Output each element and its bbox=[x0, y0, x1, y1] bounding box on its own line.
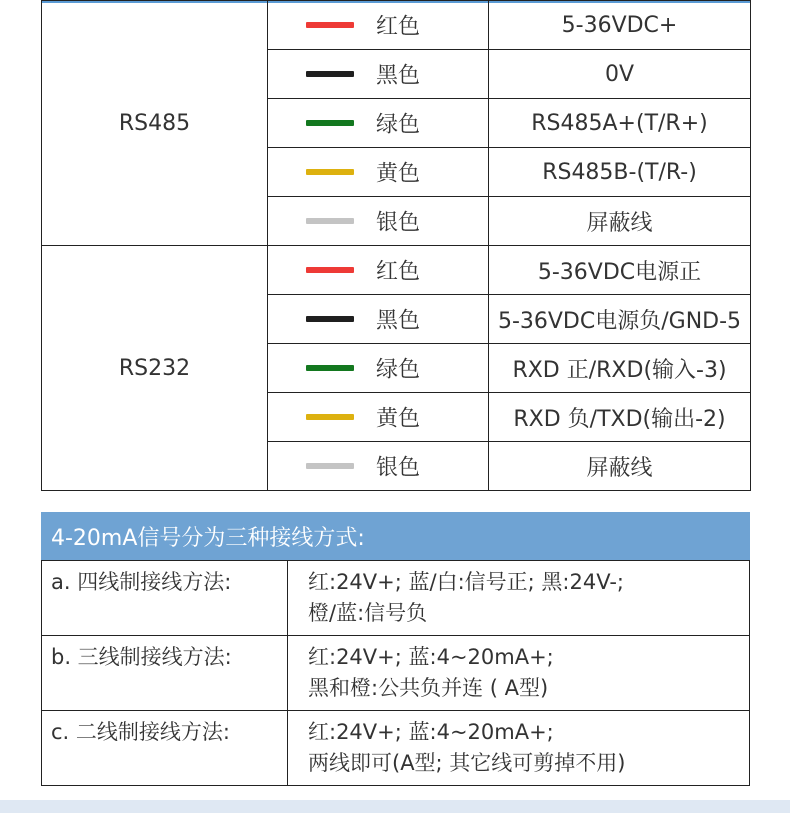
wire-signal-cell bbox=[489, 1, 751, 50]
wire-signal-cell bbox=[489, 442, 751, 491]
wire-color-cell bbox=[268, 246, 489, 295]
method-row bbox=[42, 561, 750, 636]
wire-signal-cell bbox=[489, 295, 751, 344]
wire-swatch bbox=[306, 267, 354, 273]
method-description bbox=[288, 636, 750, 711]
method-line: 两线即可(A型; 其它线可剪掉不用) bbox=[308, 751, 626, 775]
wiring-row bbox=[42, 246, 751, 295]
wire-signal-cell bbox=[489, 99, 751, 148]
wiring-table bbox=[41, 0, 751, 491]
wire-swatch bbox=[306, 218, 354, 224]
wire-color-label: 黑色 bbox=[376, 63, 421, 89]
wire-signal-cell bbox=[489, 393, 751, 442]
wire-color-cell bbox=[268, 99, 489, 148]
wire-color-label: 银色 bbox=[376, 455, 421, 481]
wire-swatch bbox=[306, 316, 354, 322]
wire-color-cell bbox=[268, 393, 489, 442]
wire-color-label: 红色 bbox=[376, 14, 421, 40]
wire-signal-cell bbox=[489, 148, 751, 197]
interface-name: RS485 bbox=[42, 1, 268, 246]
wire-signal: 屏蔽线 bbox=[586, 455, 653, 481]
wire-color-label: 绿色 bbox=[376, 357, 421, 383]
section-title-text: 4-20mA信号分为三种接线方式: bbox=[51, 525, 365, 551]
method-line: 红:24V+; 蓝:4~20mA+; bbox=[308, 720, 554, 744]
wire-color-cell bbox=[268, 50, 489, 99]
wire-color-label: 绿色 bbox=[376, 112, 421, 138]
wire-swatch bbox=[306, 414, 354, 420]
wire-color-label: 黄色 bbox=[376, 161, 421, 187]
wire-color-cell bbox=[268, 148, 489, 197]
method-line: 红:24V+; 蓝/白:信号正; 黑:24V-; bbox=[308, 570, 624, 594]
wire-signal: RS485A+(T/R+) bbox=[531, 110, 708, 136]
wire-swatch bbox=[306, 120, 354, 126]
wire-signal-cell bbox=[489, 246, 751, 295]
wire-signal: 5-36VDC电源正 bbox=[537, 259, 702, 285]
method-line: 橙/蓝:信号负 bbox=[308, 601, 428, 625]
wire-color-cell bbox=[268, 197, 489, 246]
wiring-row bbox=[42, 1, 751, 50]
wire-color-label: 黑色 bbox=[376, 308, 421, 334]
wire-swatch bbox=[306, 71, 354, 77]
wire-signal: RS485B-(T/R-) bbox=[542, 159, 697, 185]
method-name: c. 二线制接线方法: bbox=[42, 711, 288, 786]
method-name: a. 四线制接线方法: bbox=[42, 561, 288, 636]
interface-name: RS232 bbox=[42, 246, 268, 491]
wire-color-cell bbox=[268, 1, 489, 50]
method-line: 红:24V+; 蓝:4~20mA+; bbox=[308, 645, 554, 669]
wire-color-cell bbox=[268, 344, 489, 393]
section-title bbox=[41, 512, 750, 560]
wire-signal-cell bbox=[489, 197, 751, 246]
bottom-band bbox=[0, 800, 790, 813]
wire-color-cell bbox=[268, 295, 489, 344]
wire-color-label: 银色 bbox=[376, 210, 421, 236]
wire-signal-cell bbox=[489, 344, 751, 393]
wire-signal: 0V bbox=[604, 61, 635, 87]
wire-color-cell bbox=[268, 442, 489, 491]
method-row bbox=[42, 636, 750, 711]
method-row bbox=[42, 711, 750, 786]
method-name: b. 三线制接线方法: bbox=[42, 636, 288, 711]
method-line: 黑和橙:公共负并连 ( A型) bbox=[308, 676, 549, 700]
wire-signal: RXD 负/TXD(输出-2) bbox=[513, 406, 726, 432]
method-description bbox=[288, 561, 750, 636]
wire-signal: 5-36VDC电源负/GND-5 bbox=[497, 308, 742, 334]
wire-color-label: 红色 bbox=[376, 259, 421, 285]
wire-swatch bbox=[306, 22, 354, 28]
method-description bbox=[288, 711, 750, 786]
wire-swatch bbox=[306, 463, 354, 469]
wire-signal-cell bbox=[489, 50, 751, 99]
wire-signal: RXD 正/RXD(输入-3) bbox=[512, 357, 727, 383]
wire-color-label: 黄色 bbox=[376, 406, 421, 432]
methods-table bbox=[41, 560, 750, 786]
wire-signal: 屏蔽线 bbox=[586, 210, 653, 236]
wire-signal: 5-36VDC+ bbox=[561, 12, 678, 38]
wire-swatch bbox=[306, 169, 354, 175]
wire-swatch bbox=[306, 365, 354, 371]
